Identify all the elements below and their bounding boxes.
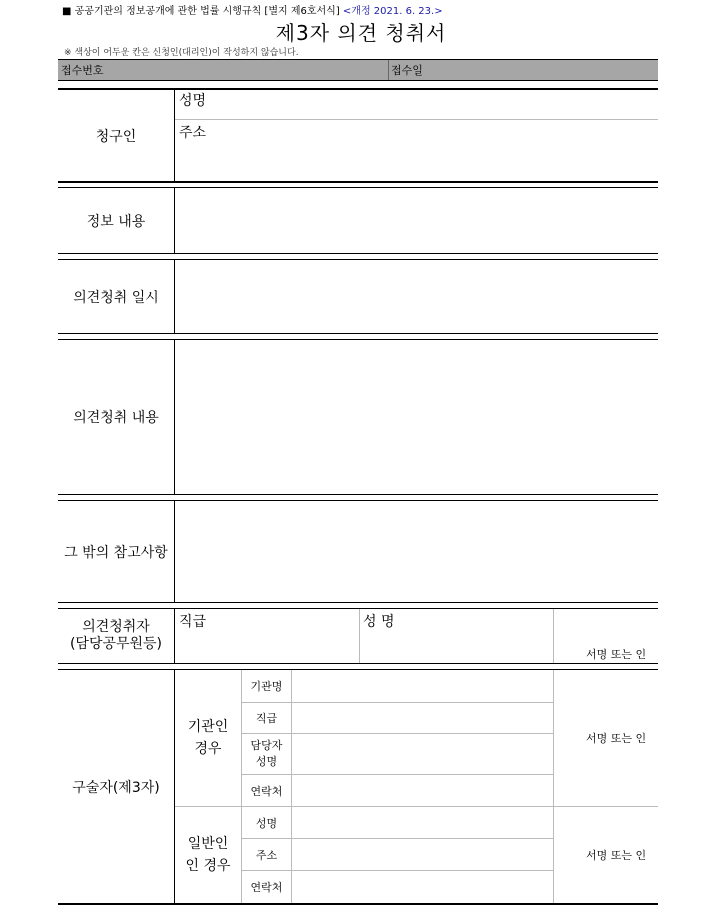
official-label-line2: (담당공무원등) xyxy=(69,636,163,652)
receipt-date-label: 접수일 xyxy=(391,64,423,77)
institution-position-label: 직급 xyxy=(255,712,278,725)
requester-address-label: 주소 xyxy=(179,125,207,141)
individual-contact-label: 연락처 xyxy=(250,881,283,894)
institution-org-name-label: 기관명 xyxy=(250,680,283,693)
institution-manager-label xyxy=(242,734,291,774)
info-content-label: 정보 내용 xyxy=(86,213,146,230)
official-signature: 서명 또는 인 xyxy=(586,648,647,661)
revision-text: <개정 2021. 6. 23.> xyxy=(342,6,443,17)
official-position-label: 직급 xyxy=(179,614,207,630)
third-party-label: 구술자(제3자) xyxy=(72,779,160,796)
page-title: 제3자 의견 청취서 xyxy=(275,21,447,45)
other-notes-label: 그 밖의 참고사항 xyxy=(64,544,168,561)
requester-name-label: 성명 xyxy=(179,93,207,109)
individual-label xyxy=(175,807,241,903)
hearing-date-label: 의견청취 일시 xyxy=(73,289,159,306)
institution-contact-label: 연락처 xyxy=(250,784,283,798)
square-mark-icon: ■ xyxy=(62,6,72,17)
institution-signature: 서명 또는 인 xyxy=(586,732,647,745)
receipt-number-label: 접수번호 xyxy=(61,64,104,77)
individual-name-label: 성명 xyxy=(255,816,278,830)
institution-label-line1: 기관인 xyxy=(187,719,229,735)
institution-manager-line2: 성명 xyxy=(255,755,278,768)
individual-label-line1: 일반인 xyxy=(187,836,229,852)
individual-signature: 서명 또는 인 xyxy=(586,849,647,862)
hearing-content-label: 의견청취 내용 xyxy=(73,410,159,426)
official-name-label: 성 명 xyxy=(363,614,395,630)
institution-manager-line1: 담당자 xyxy=(250,739,283,752)
official-label-line1: 의견청취자 xyxy=(82,619,150,635)
institution-label-line2: 경우 xyxy=(194,741,222,757)
form-note: ※ 색상이 어두운 칸은 신청인(대리인)이 작성하지 않습니다. xyxy=(64,48,299,58)
individual-address-label: 주소 xyxy=(255,848,278,862)
institution-label xyxy=(175,670,241,806)
official-label xyxy=(58,609,174,663)
receipt-row xyxy=(58,59,658,81)
requester-label: 청구인 xyxy=(95,128,137,145)
regulation-text: 공공기관의 정보공개에 관한 법률 시행규칙 [별지 제6호서식] xyxy=(74,6,340,17)
individual-label-line2: 인 경우 xyxy=(185,858,231,874)
form-header xyxy=(62,2,443,17)
